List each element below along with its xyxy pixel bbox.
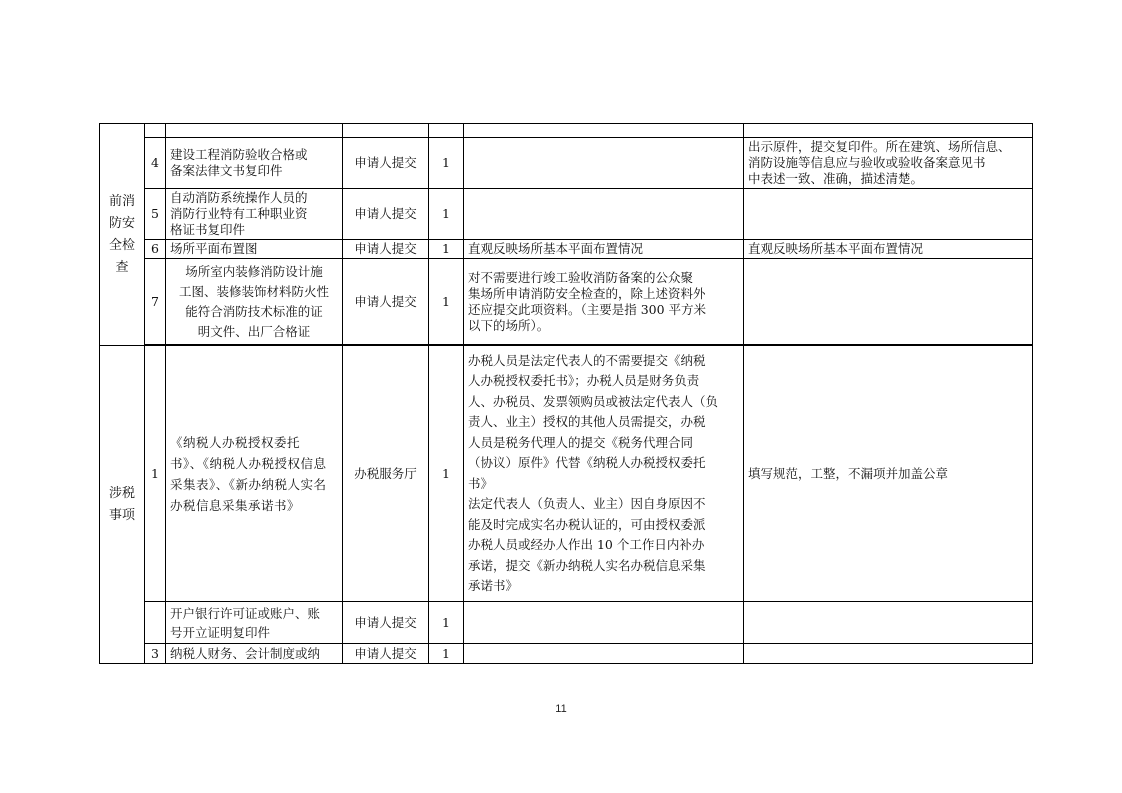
material-note [464,644,744,664]
category-cell-fire-safety: 前消 防安 全检 查 [100,124,145,346]
material-note: 直观反映场所基本平面布置情况 [464,240,744,259]
material-name: 建设工程消防验收合格或 备案法律文书复印件 [166,138,343,189]
table-row-top-spacer [100,124,1033,138]
row-number: 3 [145,644,166,664]
material-name: 场所室内装修消防设计施 工图、装修装饰材料防火性 能符合消防技术标准的证 明文件、出厂合格证 [166,259,343,345]
material-count: 1 [429,189,464,240]
material-note: 办税人员是法定代表人的不需要提交《纳税 人办税授权委托书》；办税人员是财务负责 人、办税员、发票领购员或被法定代表人（负 责人、业主）授权的其他人员需提交，办税 人员是税务代理人的提交《税务代理合同 （协议）原件》代替《纳税人办税授权委托 书》 法定代表人（负责人、业主）因自身原因不 能及时完成实名办税认证的，可由授权委派 办税人员或经办人作出 10 个工作日内补办 承诺，提交《新办纳税人实名办税信息采集 承诺书》 [464,346,744,602]
material-source: 申请人提交 [343,189,429,240]
row-number: 5 [145,189,166,240]
table-row [100,644,1033,664]
material-name: 场所平面布置图 [166,240,343,259]
material-count: 1 [429,138,464,189]
material-count: 1 [429,346,464,602]
materials-table [99,123,1033,664]
page-number: 11 [555,703,567,715]
material-requirement: 填写规范，工整，不漏项并加盖公章 [744,346,1033,602]
material-requirement: 出示原件，提交复印件。所在建筑、场所信息、 消防设施等信息应与验收或验收备案意见书 中表述一致、准确，描述清楚。 [744,138,1033,189]
material-note [464,138,744,189]
material-source: 申请人提交 [343,138,429,189]
material-count: 1 [429,602,464,644]
table-row [100,346,1033,602]
material-source: 申请人提交 [343,602,429,644]
table-row [100,259,1033,345]
material-note [464,189,744,240]
material-count: 1 [429,240,464,259]
table-row [100,602,1033,644]
material-name: 《纳税人办税授权委托 书》、《纳税人办税授权信息 采集表》、《新办纳税人实名 办税信息采集承诺书》 [166,346,343,602]
material-count: 1 [429,259,464,345]
row-number: 4 [145,138,166,189]
row-number: 6 [145,240,166,259]
row-number: 1 [145,346,166,602]
category-cell-tax: 涉税 事项 [100,346,145,664]
material-name: 纳税人财务、会计制度或纳 [166,644,343,664]
row-number [145,602,166,644]
table-row [100,138,1033,189]
table-row [100,189,1033,240]
material-note: 对不需要进行竣工验收消防备案的公众聚 集场所申请消防安全检查的，除上述资料外 还应提交此项资料。（主要是指 300 平方米 以下的场所）。 [464,259,744,345]
material-requirement: 直观反映场所基本平面布置情况 [744,240,1033,259]
table-row [100,240,1033,259]
material-requirement [744,644,1033,664]
material-source: 申请人提交 [343,259,429,345]
material-requirement [744,189,1033,240]
material-count: 1 [429,644,464,664]
material-name: 自动消防系统操作人员的 消防行业特有工种职业资 格证书复印件 [166,189,343,240]
material-source: 申请人提交 [343,240,429,259]
material-source: 申请人提交 [343,644,429,664]
material-requirement [744,259,1033,345]
material-requirement [744,602,1033,644]
material-note [464,602,744,644]
material-name: 开户银行许可证或账户、账 号开立证明复印件 [166,602,343,644]
material-source: 办税服务厅 [343,346,429,602]
row-number: 7 [145,259,166,345]
